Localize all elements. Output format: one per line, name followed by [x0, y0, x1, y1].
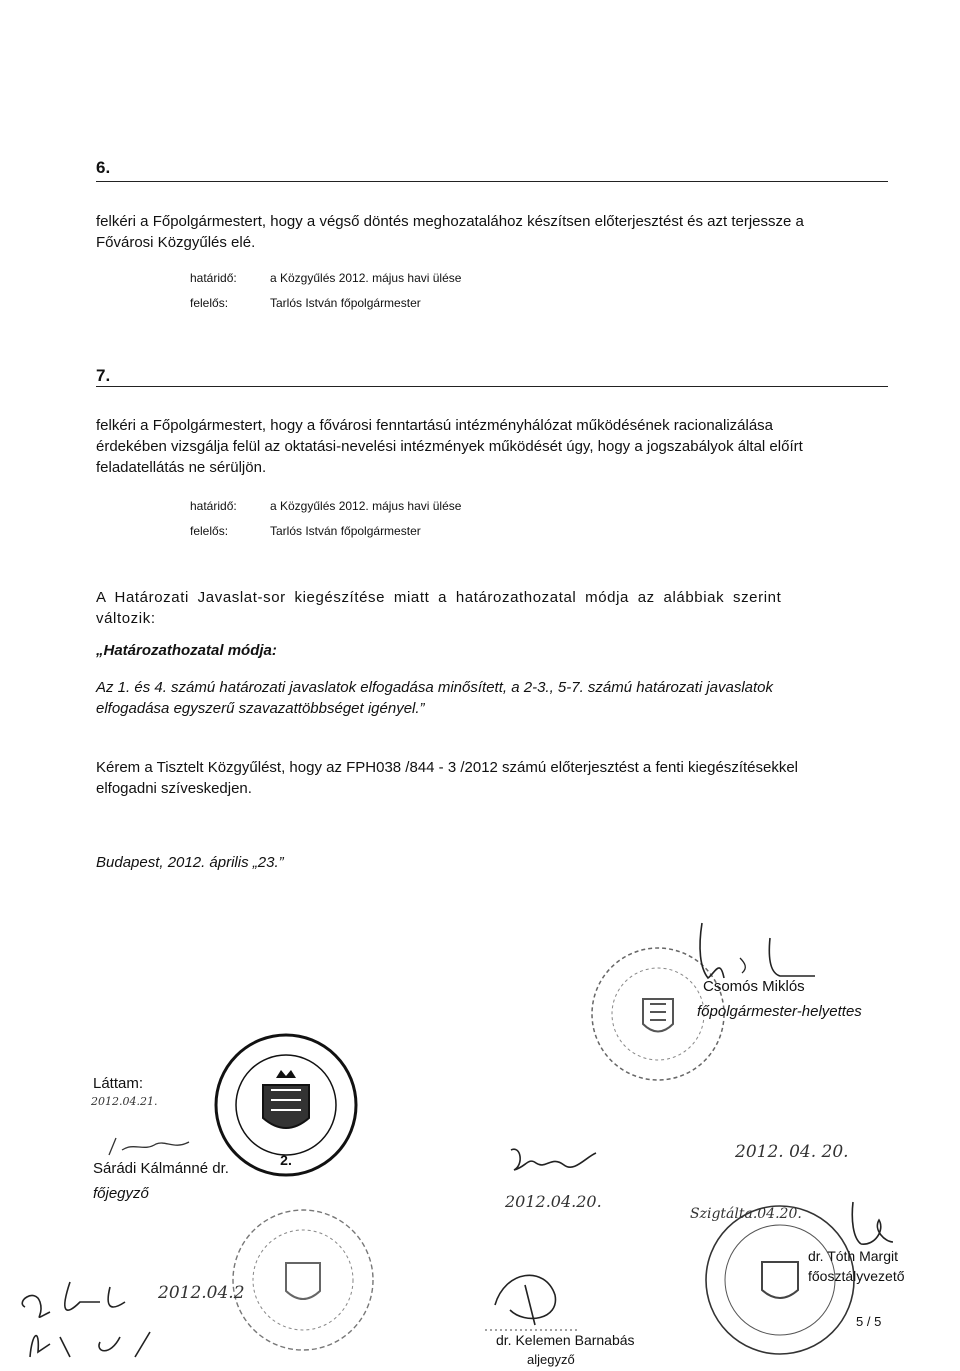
deadline-value: a Közgyűlés 2012. május havi ülése: [270, 499, 462, 513]
deadline-value: a Közgyűlés 2012. május havi ülése: [270, 271, 462, 285]
voting-heading: „Határozathozatal módja:: [96, 642, 277, 659]
deadline-label: határidő:: [190, 499, 237, 513]
notary-signature-icon: [104, 1130, 224, 1160]
responsible-label: felelős:: [190, 524, 229, 538]
bottom-left-date-handwritten: 2012.04.2: [158, 1283, 245, 1303]
deputy-mayor-name: Csomós Miklós: [703, 978, 805, 995]
right-date-handwritten: 2012. 04. 20.: [735, 1142, 849, 1162]
voting-note: [96, 587, 896, 629]
section-6-text: [96, 211, 896, 253]
deputy-mayor-title: főpolgármester-helyettes: [697, 1003, 862, 1020]
department-handwritten: Szigtálta.04.20.: [690, 1206, 802, 1222]
page-number: 5 / 5: [856, 1314, 882, 1329]
seen-date-handwritten: 2012.04.21.: [91, 1095, 158, 1108]
section-6-meta: [190, 266, 461, 316]
section-7-line-3: feladatellátás ne sérüljön.: [96, 459, 267, 476]
section-7-meta: [190, 494, 461, 544]
section-6-number: 6.: [96, 158, 111, 177]
section-6-rule: [96, 181, 888, 182]
voting-quote-line-2: elfogadása egyszerű szavazattöbbséget igényel.”: [96, 700, 425, 717]
city-seal-icon: [211, 1030, 361, 1180]
voting-quote-line-1: Az 1. és 4. számú határozati javaslatok elfogadása minősített, a 2-3., 5-7. számú határozati javaslatok: [96, 679, 774, 696]
place-date: Budapest, 2012. április „23.”: [96, 854, 284, 871]
request-line-2: elfogadni szíveskedjen.: [96, 780, 252, 797]
request-line-1: Kérem a Tisztelt Közgyűlést, hogy az FPH038 /844 - 3 /2012 számú előterjesztést a fenti kiegészítésekkel: [96, 759, 799, 776]
section-6-line-1: felkéri a Főpolgármestert, hogy a végső döntés meghozatalához készítsen előterjesztést és azt terjessze a: [96, 213, 804, 230]
head-name: dr. Tóth Margit: [808, 1248, 899, 1264]
responsible-label: felelős:: [190, 296, 229, 310]
voting-note-line-2: változik:: [96, 610, 156, 627]
deputy-dept-name: dr. Kelemen Barnabás: [496, 1332, 635, 1348]
office-stamp-icon: [228, 1205, 378, 1355]
seen-label: Láttam:: [93, 1075, 144, 1092]
deadline-label: határidő:: [190, 271, 237, 285]
section-6-line-2: Fővárosi Közgyűlés elé.: [96, 234, 256, 251]
responsible-value: Tarlós István főpolgármester: [270, 296, 421, 310]
responsible-value: Tarlós István főpolgármester: [270, 524, 421, 538]
section-7-text: [96, 415, 896, 478]
section-7-line-2: érdekében vizsgálja felül az oktatási-nevelési intézmények működését úgy, hogy a jogszabályok által előírt: [96, 438, 803, 455]
deputy-dept-title: aljegyző: [527, 1352, 575, 1367]
city-seal-number: 2.: [280, 1152, 292, 1168]
middle-handwriting-icon: [506, 1145, 646, 1195]
request-paragraph: [96, 757, 896, 799]
head-title: főosztályvezető: [808, 1268, 905, 1284]
voting-note-line-1: A Határozati Javaslat-sor kiegészítése miatt a határozathozatal módja az alábbiak szerint: [96, 589, 782, 606]
section-7-rule: [96, 386, 888, 387]
voting-quote: [96, 677, 896, 719]
middle-date-handwritten: 2012.04.20.: [505, 1192, 602, 1211]
section-7-number: 7.: [96, 366, 111, 385]
notary-name: Sárádi Kálmánné dr.: [93, 1160, 229, 1177]
notary-title: főjegyző: [93, 1185, 149, 1202]
section-7-line-1: felkéri a Főpolgármestert, hogy a fővárosi fenntartású intézményhálózat működésének racionalizálása: [96, 417, 774, 434]
